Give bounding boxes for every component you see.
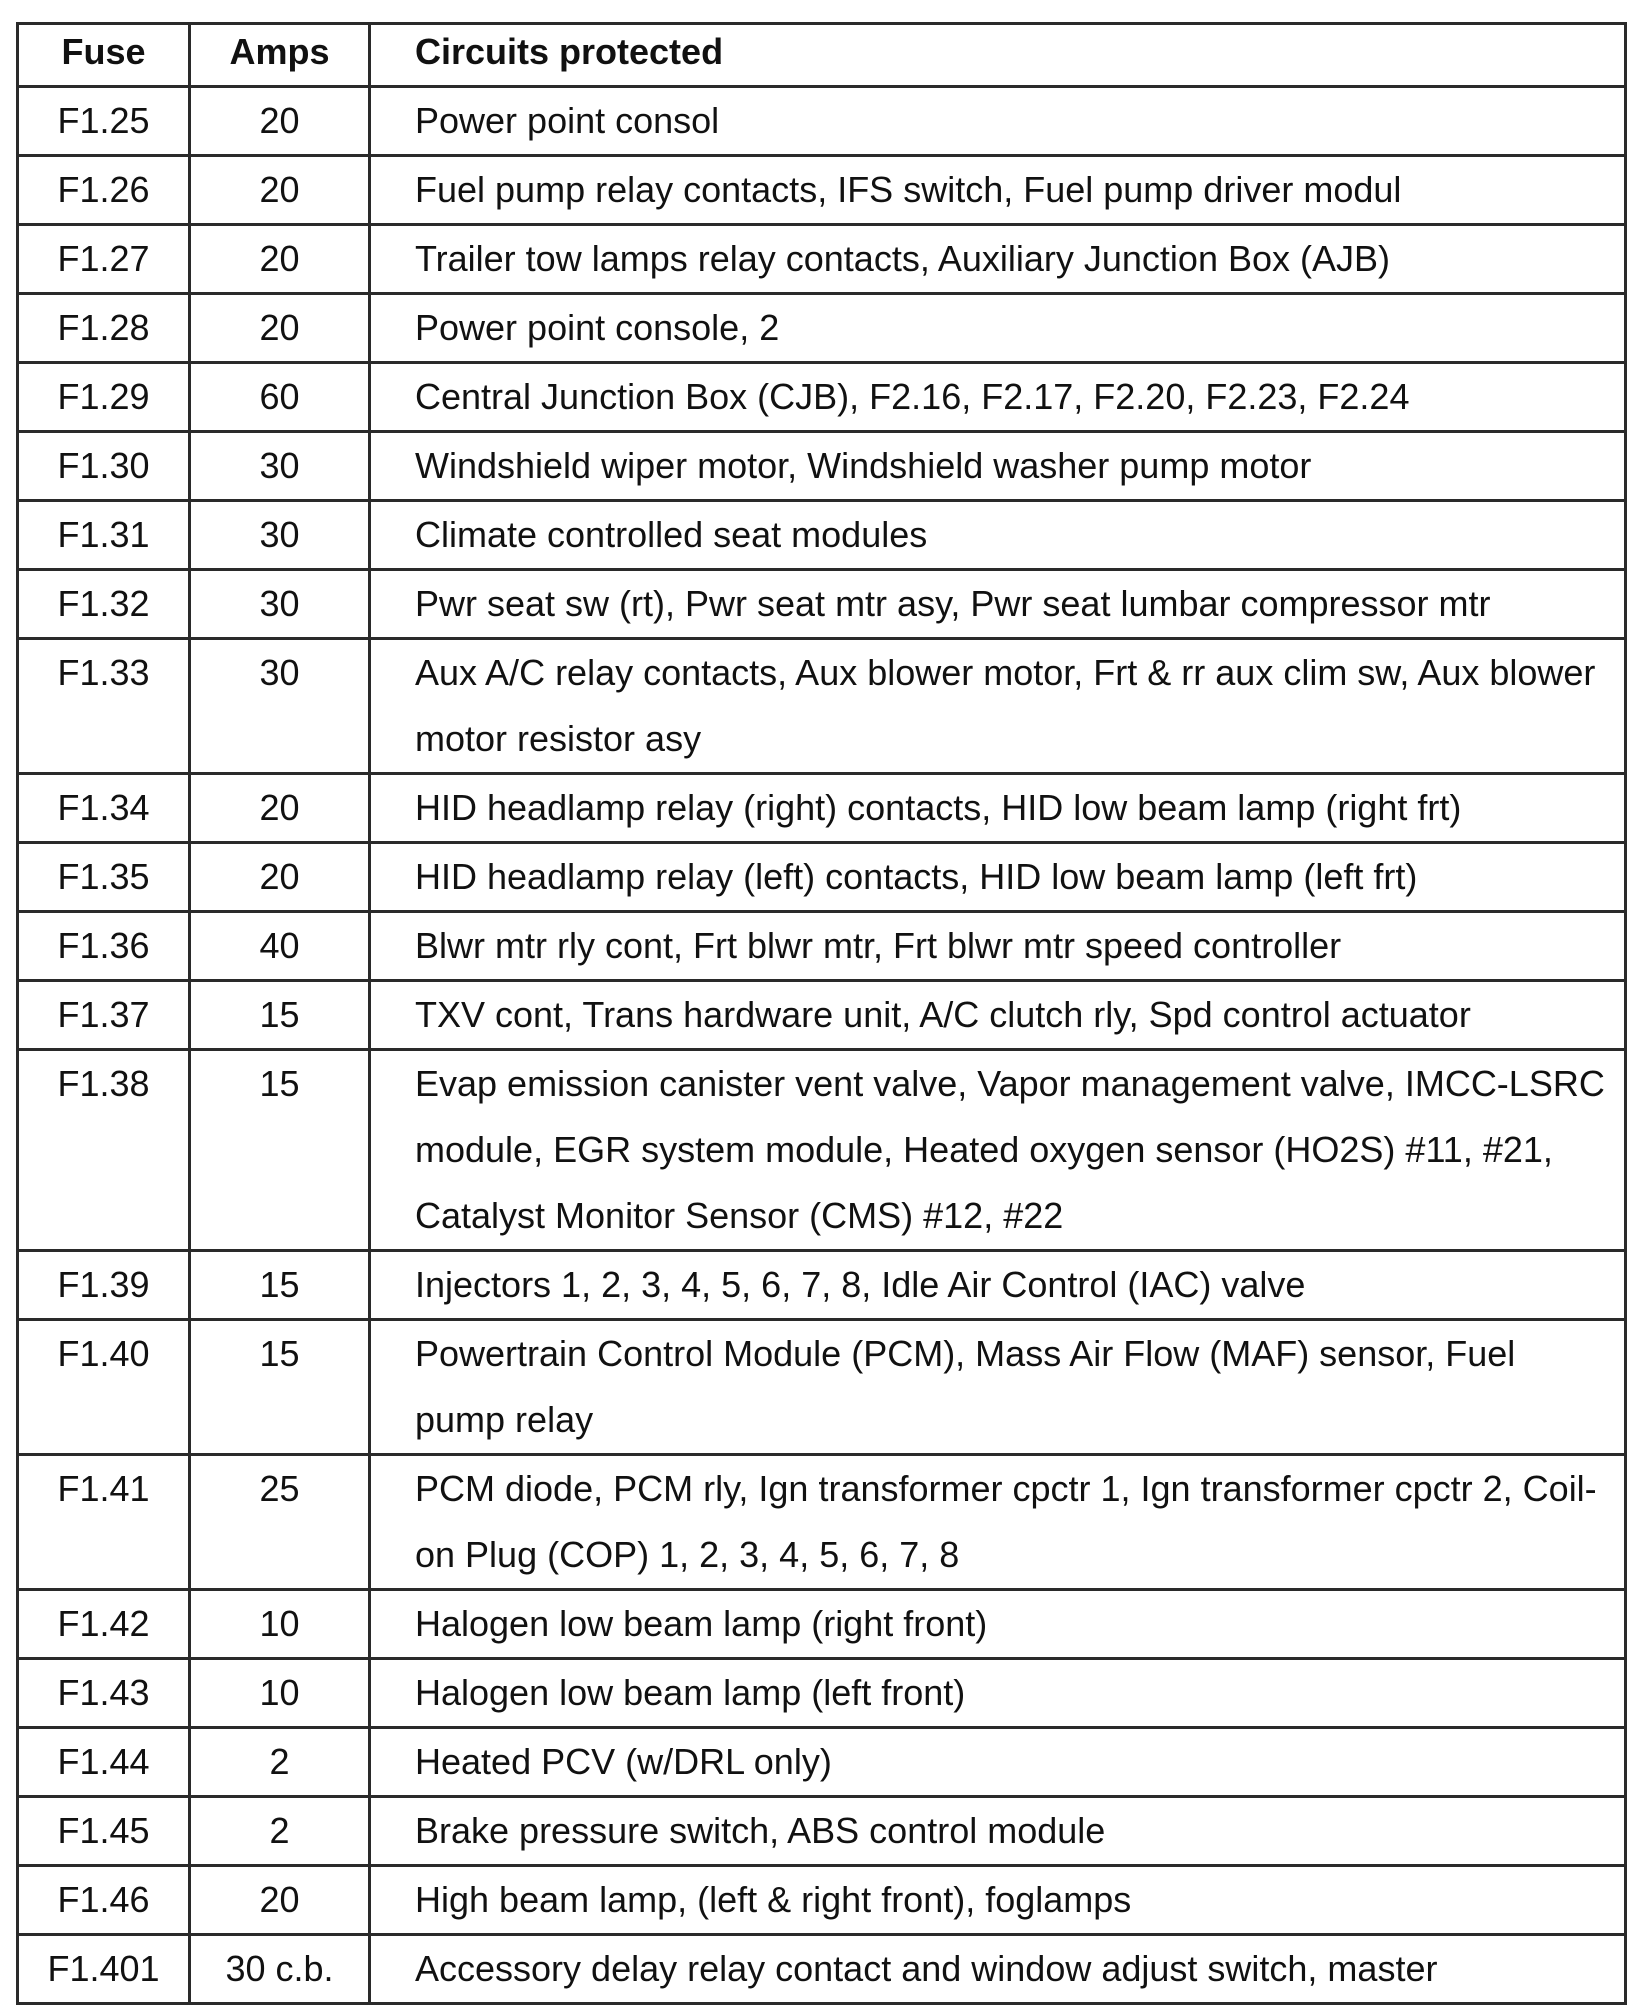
amps-cell: 30 (190, 570, 370, 639)
table-row (18, 1866, 1626, 1935)
circuits-cell: Brake pressure switch, ABS control module (370, 1797, 1626, 1866)
table-row (18, 639, 1626, 774)
circuits-cell: HID headlamp relay (right) contacts, HID low beam lamp (right frt) (370, 774, 1626, 843)
fuse-cell: F1.36 (18, 912, 190, 981)
amps-cell: 15 (190, 1320, 370, 1455)
amps-cell: 20 (190, 156, 370, 225)
table-row (18, 432, 1626, 501)
table-row (18, 912, 1626, 981)
fuse-cell: F1.30 (18, 432, 190, 501)
fuse-cell: F1.37 (18, 981, 190, 1050)
circuits-cell: TXV cont, Trans hardware unit, A/C clutch rly, Spd control actuator (370, 981, 1626, 1050)
table-row (18, 1455, 1626, 1590)
fuse-cell: F1.42 (18, 1590, 190, 1659)
amps-cell: 25 (190, 1455, 370, 1590)
fuse-cell: F1.39 (18, 1251, 190, 1320)
table-row (18, 156, 1626, 225)
amps-cell: 20 (190, 843, 370, 912)
circuits-cell: Pwr seat sw (rt), Pwr seat mtr asy, Pwr seat lumbar compressor mtr (370, 570, 1626, 639)
fuse-cell: F1.32 (18, 570, 190, 639)
circuits-cell: Halogen low beam lamp (right front) (370, 1590, 1626, 1659)
table-row (18, 1935, 1626, 2004)
circuits-cell: Central Junction Box (CJB), F2.16, F2.17, F2.20, F2.23, F2.24 (370, 363, 1626, 432)
fuse-cell: F1.401 (18, 1935, 190, 2004)
amps-cell: 30 (190, 639, 370, 774)
fuse-cell: F1.31 (18, 501, 190, 570)
amps-cell: 15 (190, 981, 370, 1050)
table-row (18, 1590, 1626, 1659)
circuits-cell: Powertrain Control Module (PCM), Mass Air Flow (MAF) sensor, Fuel pump relay (370, 1320, 1626, 1455)
amps-cell: 60 (190, 363, 370, 432)
fuse-cell: F1.29 (18, 363, 190, 432)
table-row (18, 1320, 1626, 1455)
amps-cell: 20 (190, 1866, 370, 1935)
amps-cell: 20 (190, 774, 370, 843)
header-fuse: Fuse (18, 24, 190, 87)
amps-cell: 30 (190, 501, 370, 570)
table-row (18, 1797, 1626, 1866)
fuse-cell: F1.26 (18, 156, 190, 225)
circuits-cell: PCM diode, PCM rly, Ign transformer cpctr 1, Ign transformer cpctr 2, Coil-on Plug (COP) 1, 2, 3, 4, 5, 6, 7, 8 (370, 1455, 1626, 1590)
fuse-cell: F1.27 (18, 225, 190, 294)
table-row (18, 1251, 1626, 1320)
amps-cell: 20 (190, 87, 370, 156)
circuits-cell: Evap emission canister vent valve, Vapor management valve, IMCC-LSRC module, EGR system module, Heated oxygen sensor (HO2S) #11, #21, Catalyst Monitor Sensor (CMS) #12, #22 (370, 1050, 1626, 1251)
amps-cell: 30 (190, 432, 370, 501)
fuse-cell: F1.25 (18, 87, 190, 156)
circuits-cell: Halogen low beam lamp (left front) (370, 1659, 1626, 1728)
amps-cell: 10 (190, 1590, 370, 1659)
amps-cell: 2 (190, 1797, 370, 1866)
amps-cell: 15 (190, 1050, 370, 1251)
header-amps: Amps (190, 24, 370, 87)
table-row (18, 774, 1626, 843)
table-row (18, 501, 1626, 570)
circuits-cell: Injectors 1, 2, 3, 4, 5, 6, 7, 8, Idle Air Control (IAC) valve (370, 1251, 1626, 1320)
circuits-cell: Accessory delay relay contact and window adjust switch, master (370, 1935, 1626, 2004)
fuse-cell: F1.44 (18, 1728, 190, 1797)
circuits-cell: Trailer tow lamps relay contacts, Auxiliary Junction Box (AJB) (370, 225, 1626, 294)
circuits-cell: HID headlamp relay (left) contacts, HID low beam lamp (left frt) (370, 843, 1626, 912)
table-row (18, 1659, 1626, 1728)
amps-cell: 30 c.b. (190, 1935, 370, 2004)
fuse-cell: F1.41 (18, 1455, 190, 1590)
fuse-cell: F1.46 (18, 1866, 190, 1935)
table-row (18, 87, 1626, 156)
circuits-cell: Windshield wiper motor, Windshield washer pump motor (370, 432, 1626, 501)
fuse-cell: F1.28 (18, 294, 190, 363)
fuse-cell: F1.34 (18, 774, 190, 843)
table-row (18, 1050, 1626, 1251)
table-body (18, 87, 1626, 2004)
circuits-cell: Power point consol (370, 87, 1626, 156)
circuits-cell: Climate controlled seat modules (370, 501, 1626, 570)
table-header-row (18, 24, 1626, 87)
circuits-cell: Heated PCV (w/DRL only) (370, 1728, 1626, 1797)
table-row (18, 294, 1626, 363)
circuits-cell: Blwr mtr rly cont, Frt blwr mtr, Frt blwr mtr speed controller (370, 912, 1626, 981)
fuse-cell: F1.45 (18, 1797, 190, 1866)
fuse-cell: F1.43 (18, 1659, 190, 1728)
fuse-cell: F1.33 (18, 639, 190, 774)
amps-cell: 40 (190, 912, 370, 981)
table-row (18, 570, 1626, 639)
amps-cell: 20 (190, 294, 370, 363)
table-row (18, 1728, 1626, 1797)
circuits-cell: Aux A/C relay contacts, Aux blower motor, Frt & rr aux clim sw, Aux blower motor resistor asy (370, 639, 1626, 774)
table-row (18, 363, 1626, 432)
amps-cell: 20 (190, 225, 370, 294)
table-row (18, 225, 1626, 294)
table-row (18, 981, 1626, 1050)
fuse-cell: F1.35 (18, 843, 190, 912)
circuits-cell: High beam lamp, (left & right front), foglamps (370, 1866, 1626, 1935)
amps-cell: 2 (190, 1728, 370, 1797)
fuse-table (16, 22, 1627, 2005)
circuits-cell: Power point console, 2 (370, 294, 1626, 363)
amps-cell: 15 (190, 1251, 370, 1320)
fuse-cell: F1.38 (18, 1050, 190, 1251)
table-row (18, 843, 1626, 912)
header-circuits: Circuits protected (370, 24, 1626, 87)
amps-cell: 10 (190, 1659, 370, 1728)
circuits-cell: Fuel pump relay contacts, IFS switch, Fuel pump driver modul (370, 156, 1626, 225)
fuse-cell: F1.40 (18, 1320, 190, 1455)
